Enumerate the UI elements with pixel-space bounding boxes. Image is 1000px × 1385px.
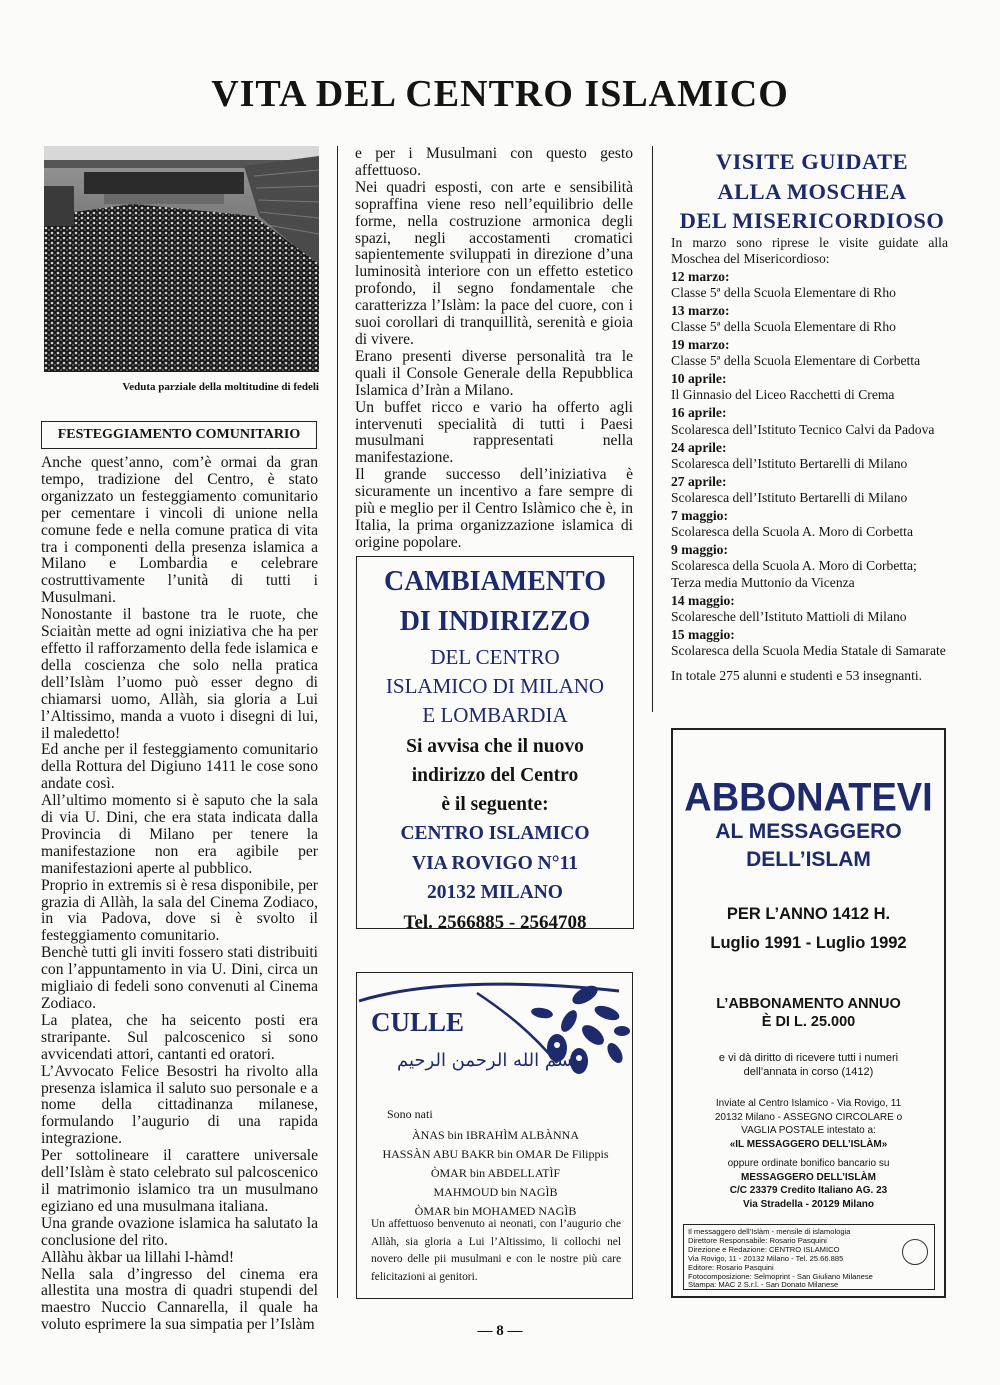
article-column-2 [355, 146, 633, 552]
bank-line: Via Stradella - 20129 Milano [743, 1198, 874, 1210]
paragraph: Allàhu àkbar ua lillahi l-hàmd! [41, 1248, 235, 1266]
paragraph: La platea, che ha seicento posti era straripante. Sul palcoscenico si sono avvicendati attori, cantanti ed oratori. [41, 1011, 318, 1063]
list-item: HASSÀN ABU BAKR bin OMAR De Filippis [382, 1147, 609, 1161]
visit-date: 14 maggio: [671, 592, 735, 608]
imprint-line: Fotocomposizione: Selmoprint - San Giuliano Milanese [688, 1271, 873, 1281]
subscription-period: Luglio 1991 - Luglio 1992 [710, 934, 907, 952]
list-item: ÀNAS bin IBRAHÌM ALBÀNNA [411, 1128, 579, 1142]
visit-description: Scolaresca della Scuola Media Statale di Samarate [671, 643, 946, 659]
address-change-notice [356, 556, 634, 933]
subscription-subtitle: AL MESSAGGERO [715, 820, 902, 843]
visit-description: Scolaresca dell’Istituto Bertarelli di Milano [671, 455, 908, 471]
notice-text: indirizzo del Centro [411, 765, 579, 786]
list-item: MAHMOUD bin NAGÌB [433, 1185, 558, 1199]
photo-caption: Veduta parziale della moltitudine di fedeli [122, 381, 319, 393]
imprint-line: Direzione e Redazione: CENTRO ISLAMICO [688, 1244, 840, 1254]
page-title: VITA DEL CENTRO ISLAMICO [211, 73, 789, 115]
article-column-1 [41, 455, 318, 1334]
basmala-calligraphy: بسم الله الرحمن الرحيم [397, 1050, 578, 1071]
address-line: VIA ROVIGO N°11 [412, 852, 578, 874]
visit-date: 16 aprile: [671, 405, 727, 421]
publisher-seal-icon [902, 1239, 928, 1265]
paragraph: Un buffet ricco e vario ha offerto agli intervenuti specialità di tutti i Paesi musulmani rappresentati nella manifestazione. [355, 398, 633, 467]
paragraph: Nei quadri esposti, con arte e sensibilità sopraffina viene reso nell’equilibrio delle forme, nella costruzione armonica degli spazi, negli accostamenti cromatici sapientemente sviluppati in direzione d’una luminosità interiore con un effetto estetico profondo, il segno fondamentale che caratterizza l’Islàm: la pace del cuore, con i suoi corollari di tranquillità, serenità e gioia di vivere. [355, 178, 633, 348]
paragraph: Erano presenti diverse personalità tra le quali il Console Generale della Repubblica Islamica d’Iràn a Milano. [355, 347, 633, 399]
paragraph: Una grande ovazione islamica ha salutato la conclusione del rito. [41, 1214, 318, 1249]
visit-date: 24 aprile: [671, 439, 727, 455]
notice-subtitle: E LOMBARDIA [422, 703, 568, 727]
paragraph: All’ultimo momento si è saputo che la sala di via U. Dini, che era stata indicata dalla Provincia di Milano per tenere la manifestazione non era agibile per manifestazioni aperte al pubblico. [41, 792, 318, 877]
imprint-line: Stampa: MAC 2 S.r.l. - San Donato Milanese [688, 1280, 839, 1290]
crowd-photo-image [44, 146, 319, 372]
notice-text: Si avvisa che il nuovo [406, 736, 584, 757]
subscription-rights: e vi dà diritto di ricevere tutti i numeri [718, 1052, 899, 1064]
paragraph: Ed anche per il festeggiamento comunitario della Rottura del Digiuno 1411 le cose sono andate così. [41, 741, 318, 793]
notice-text: è il seguente: [441, 794, 549, 815]
imprint-line: Editore: Rosario Pasquini [688, 1262, 774, 1272]
visit-date: 27 aprile: [671, 473, 727, 489]
bank-instructions [673, 1157, 944, 1211]
section-heading: FESTEGGIAMENTO COMUNITARIO [41, 421, 317, 449]
births-title: CULLE [371, 1007, 465, 1037]
subscription-subtitle: DELL’ISLAM [746, 848, 871, 871]
imprint-line: Direttore Responsabile: Rosario Pasquini [688, 1235, 827, 1245]
column-divider [337, 146, 338, 1298]
visit-description: Il Ginnasio del Liceo Racchetti di Crema [671, 387, 895, 403]
visits-title [662, 147, 962, 236]
visit-date: 15 maggio: [671, 626, 735, 642]
visits-title-line: VISITE GUIDATE [715, 149, 909, 174]
visit-description: Scolaresca dell’Istituto Bertarelli di Milano [671, 490, 908, 506]
subscription-rights: dell’annata in corso (1412) [743, 1066, 874, 1078]
notice-subtitle: ISLAMICO DI MILANO [385, 674, 605, 698]
page-number: — 8 — [477, 1323, 523, 1339]
paragraph: Per sottolineare il carattere universale dell’Islàm è stato celebrato sul palcoscenico il matrimonio islamico tra un musulmano egiziano ed una musulmana italiana. [41, 1147, 318, 1215]
births-message: Un affettuoso benvenuto ai neonati, con l’augurio che Allàh, sia gloria a Lui l’Altissimo, li collochi nel novero delle pii musulmani e con le nostre più care felicitazioni ai genitori. [371, 1218, 621, 1283]
visit-date: 10 aprile: [671, 371, 727, 387]
visit-description: Scolaresca dell’Istituto Tecnico Calvi da Padova [671, 421, 935, 437]
bank-line: oppure ordinate bonifico bancario su [727, 1158, 890, 1169]
paragraph: Benchè tutti gli inviti fossero stati distribuiti con l’appuntamento in via U. Dini, circa un migliaio di fedeli sono convenuti al Cinema Zodiaco. [41, 944, 318, 1012]
bank-line: MESSAGGERO DELL’ISLÀM [740, 1171, 876, 1183]
notice-subtitle: DEL CENTRO [430, 645, 560, 669]
subscription-title: ABBONATEVI [684, 775, 933, 821]
visit-date: 7 maggio: [671, 507, 729, 523]
visits-total: In totale 275 alunni e studenti e 53 insegnanti. [671, 668, 923, 684]
births-intro: Sono nati [387, 1107, 433, 1121]
visit-description: Classe 5ª della Scuola Elementare di Rho [671, 319, 896, 335]
crowd-photo [44, 146, 319, 372]
visits-list [671, 235, 948, 685]
births-name-list [357, 1126, 634, 1221]
visit-date: 9 maggio: [671, 542, 729, 558]
visits-title-line: DEL MISERICORDIOSO [679, 208, 945, 233]
notice-title: DI INDIRIZZO [399, 606, 591, 637]
births-notice [356, 972, 633, 1299]
column-divider [652, 146, 653, 712]
paragraph: Nonostante il bastone tra le ruote, che Sciaitàn mette ad ogni iniziativa che ha per effetto il rafforzamento della fede islamica e della coscienza che solo nella pratica dell’Islàm l’uomo può esser degno di chiamarsi uomo, Allàh, sia gloria a Lui l’Altissimo, manda a vuoto i disegni di lui, il maledetto! [41, 606, 318, 742]
subscription-ad [671, 728, 946, 1298]
subscription-year: PER L’ANNO 1412 H. [726, 905, 891, 923]
paragraph: Il grande successo dell’iniziativa è sicuramente un incentivo a fare sempre di più e meglio per il Centro Islàmico che è, in Italia, la prima organizzazione islamica di origine popolare. [355, 466, 633, 551]
visit-description: Classe 5ª della Scuola Elementare di Rho [671, 284, 896, 300]
paragraph: Proprio in extremis si è resa disponibile, per grazia di Allàh, la sala del Cinema Zodiaco, in via Padova, dove si è svolto il festeggiamento comunitario. [41, 876, 318, 945]
imprint-box [683, 1224, 935, 1290]
list-item: ÒMAR bin MOHAMED NAGÌB [414, 1204, 577, 1218]
payment-line: «IL MESSAGGERO DELL’ISLÀM» [729, 1138, 888, 1150]
visit-items [671, 269, 948, 660]
list-item: ÒMAR bin ABDELLATÌF [430, 1166, 561, 1180]
imprint-line: Il messaggero dell’Islàm - mensile di islamologia [688, 1227, 851, 1236]
payment-line: Inviate al Centro Islamico - Via Rovigo, 11 [715, 1098, 902, 1109]
address-line: CENTRO ISLAMICO [400, 823, 590, 844]
paragraph: e per i Musulmani con questo gesto affettuoso. [355, 145, 633, 179]
bank-line: C/C 23379 Credito Italiano AG. 23 [729, 1185, 888, 1196]
paragraph: Anche quest’anno, com’è ormai da gran tempo, tradizione del Centro, è stato organizzato un festeggiamento comunitario per cementare i vincoli di unione nella comune fede e nella comune pratica di vita tra i componenti della presenza islamica a Milano e Lombardia e celebrare costruttivamente l’unità di tutti i Musulmani. [41, 454, 318, 607]
visit-description: Classe 5ª della Scuola Elementare di Corbetta [671, 353, 921, 369]
visit-date: 13 marzo: [671, 302, 730, 318]
paragraph: Nella sala d’ingresso del cinema era allestita una mostra di quadri stupendi del maestro Nuccio Cannarella, il quale ha voluto esprimere la sua simpatia per l’Islàm [41, 1265, 318, 1334]
visits-title-line: ALLA MOSCHEA [717, 178, 907, 204]
visit-date: 12 marzo: [671, 268, 730, 284]
visit-description: Scolaresca della Scuola A. Moro di Corbetta; Terza media Muttonio da Vicenza [671, 558, 917, 590]
visit-date: 19 marzo: [671, 336, 730, 352]
paragraph: L’Avvocato Felice Besostri ha rivolto alla presenza islamica il saluto suo personale e a nome della cittadinanza milanese, formulando l’augurio di una rapida integrazione. [41, 1062, 318, 1148]
imprint-line: Via Rovigo, 11 - 20132 Milano - Tel. 25.66.885 [688, 1253, 844, 1263]
address-line: 20132 MILANO [427, 882, 563, 903]
payment-instructions [673, 1097, 944, 1151]
visit-description: Scolaresche dell’Istituto Mattioli di Milano [671, 608, 907, 624]
payment-line: 20132 Milano - ASSEGNO CIRCOLARE o [714, 1111, 903, 1123]
notice-title: CAMBIAMENTO [384, 566, 606, 597]
payment-line: VAGLIA POSTALE intestato a: [741, 1125, 876, 1136]
subscription-price: L’ABBONAMENTO ANNUO [716, 996, 901, 1012]
visit-description: Scolaresca della Scuola A. Moro di Corbetta [671, 524, 913, 540]
telephone: Tel. 2566885 - 2564708 [403, 911, 587, 933]
visits-intro: In marzo sono riprese le visite guidate alla Moschea del Misericordioso: [671, 235, 948, 267]
subscription-price: È DI L. 25.000 [761, 1013, 856, 1030]
